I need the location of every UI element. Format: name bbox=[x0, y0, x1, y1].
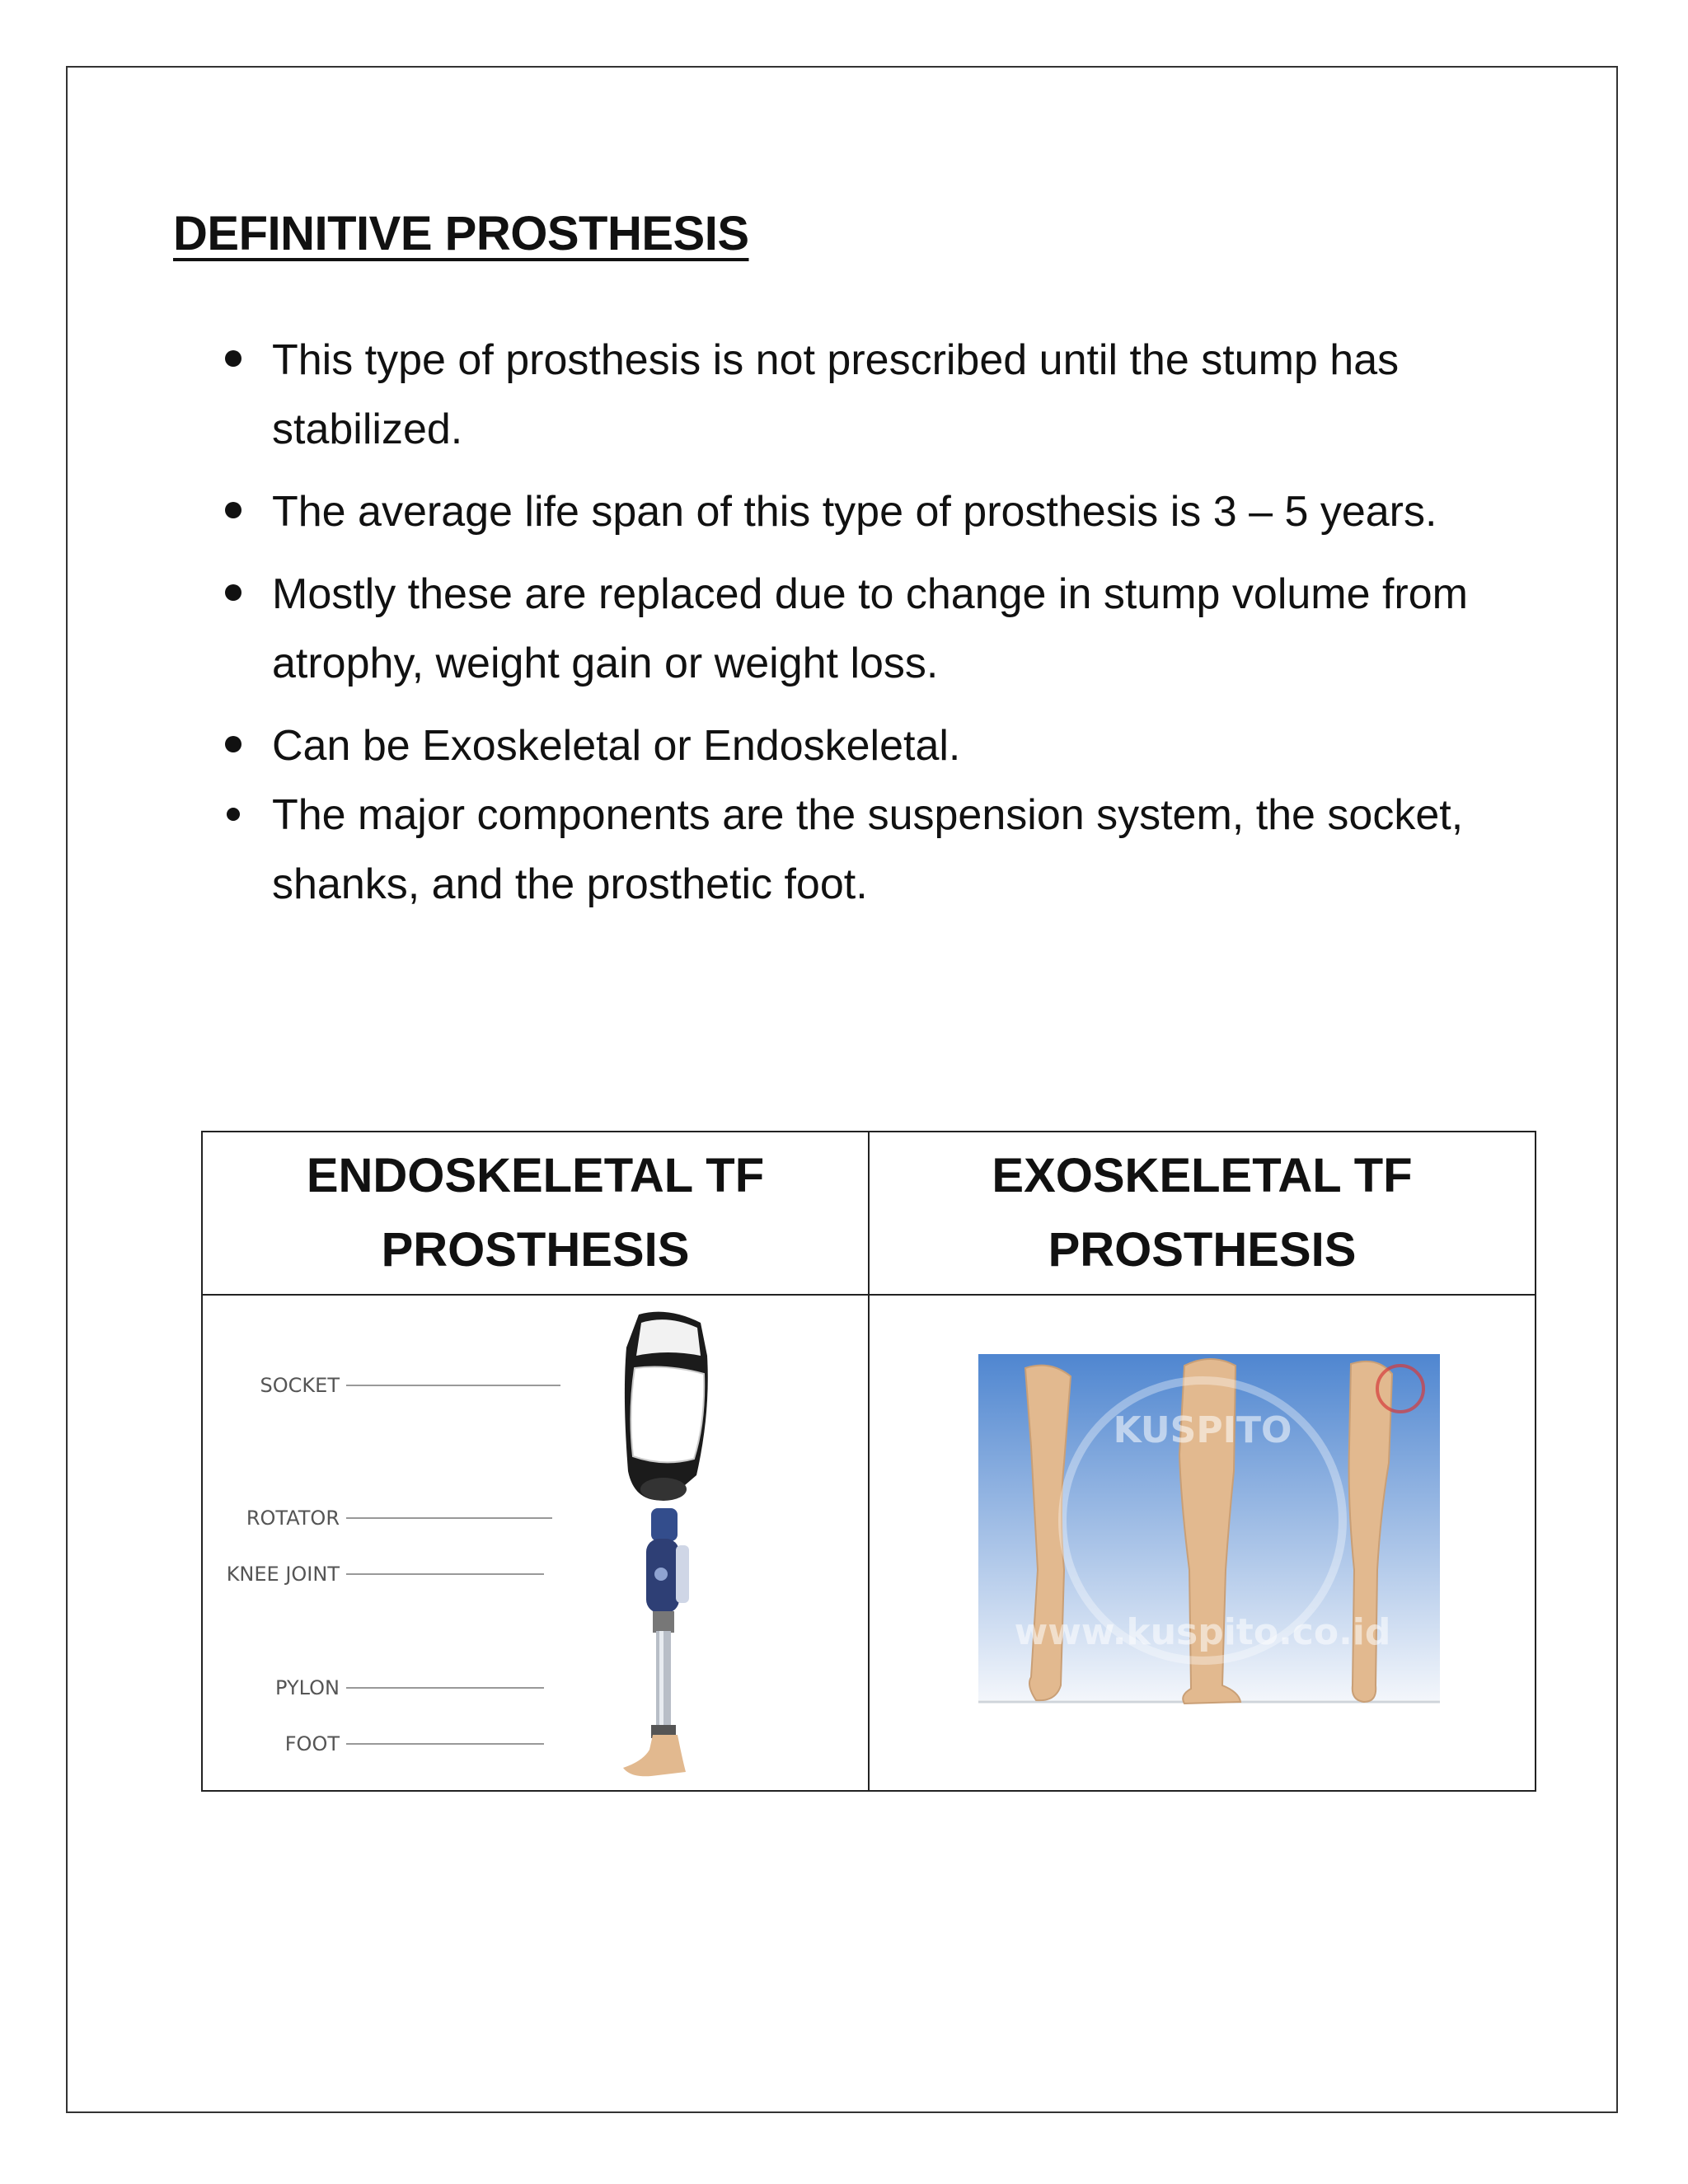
bullet-list bbox=[223, 326, 1574, 932]
watermark-logo: KUSPITO bbox=[1113, 1408, 1292, 1451]
exoskeletal-prosthesis-photo bbox=[873, 1298, 1532, 1784]
list-item: The major components are the suspension system, the socket, shanks, and the prosthetic foot. bbox=[223, 780, 1574, 919]
pylon-icon bbox=[651, 1611, 676, 1738]
watermark-text: www.kuspito.co.id bbox=[1014, 1610, 1390, 1653]
list-item: Mostly these are replaced due to change in stump volume from atrophy, weight gain or weight loss. bbox=[223, 560, 1574, 698]
endoskeletal-prosthesis-diagram bbox=[206, 1298, 865, 1784]
label-pylon: PYLON bbox=[274, 1675, 340, 1699]
list-item: The average life span of this type of prosthesis is 3 – 5 years. bbox=[223, 477, 1574, 546]
socket-icon bbox=[624, 1311, 707, 1500]
label-knee-joint: KNEE JOINT bbox=[226, 1562, 340, 1586]
table-header-endoskeletal: ENDOSKELETAL TF PROSTHESIS bbox=[202, 1132, 869, 1295]
list-item: Can be Exoskeletal or Endoskeletal. bbox=[223, 711, 1574, 780]
comparison-table bbox=[201, 1131, 1536, 1792]
label-foot: FOOT bbox=[284, 1732, 340, 1755]
knee-joint-icon bbox=[646, 1508, 689, 1613]
label-socket: SOCKET bbox=[260, 1373, 340, 1397]
list-item: This type of prosthesis is not prescribed until the stump has stabilized. bbox=[223, 326, 1574, 464]
page-title: DEFINITIVE PROSTHESIS bbox=[173, 207, 749, 260]
endoskeletal-image-cell bbox=[202, 1295, 869, 1791]
exoskeletal-image-cell bbox=[869, 1295, 1536, 1791]
table-header-exoskeletal: EXOSKELETAL TF PROSTHESIS bbox=[869, 1132, 1536, 1295]
label-rotator: ROTATOR bbox=[246, 1506, 340, 1530]
foot-icon bbox=[623, 1735, 686, 1776]
